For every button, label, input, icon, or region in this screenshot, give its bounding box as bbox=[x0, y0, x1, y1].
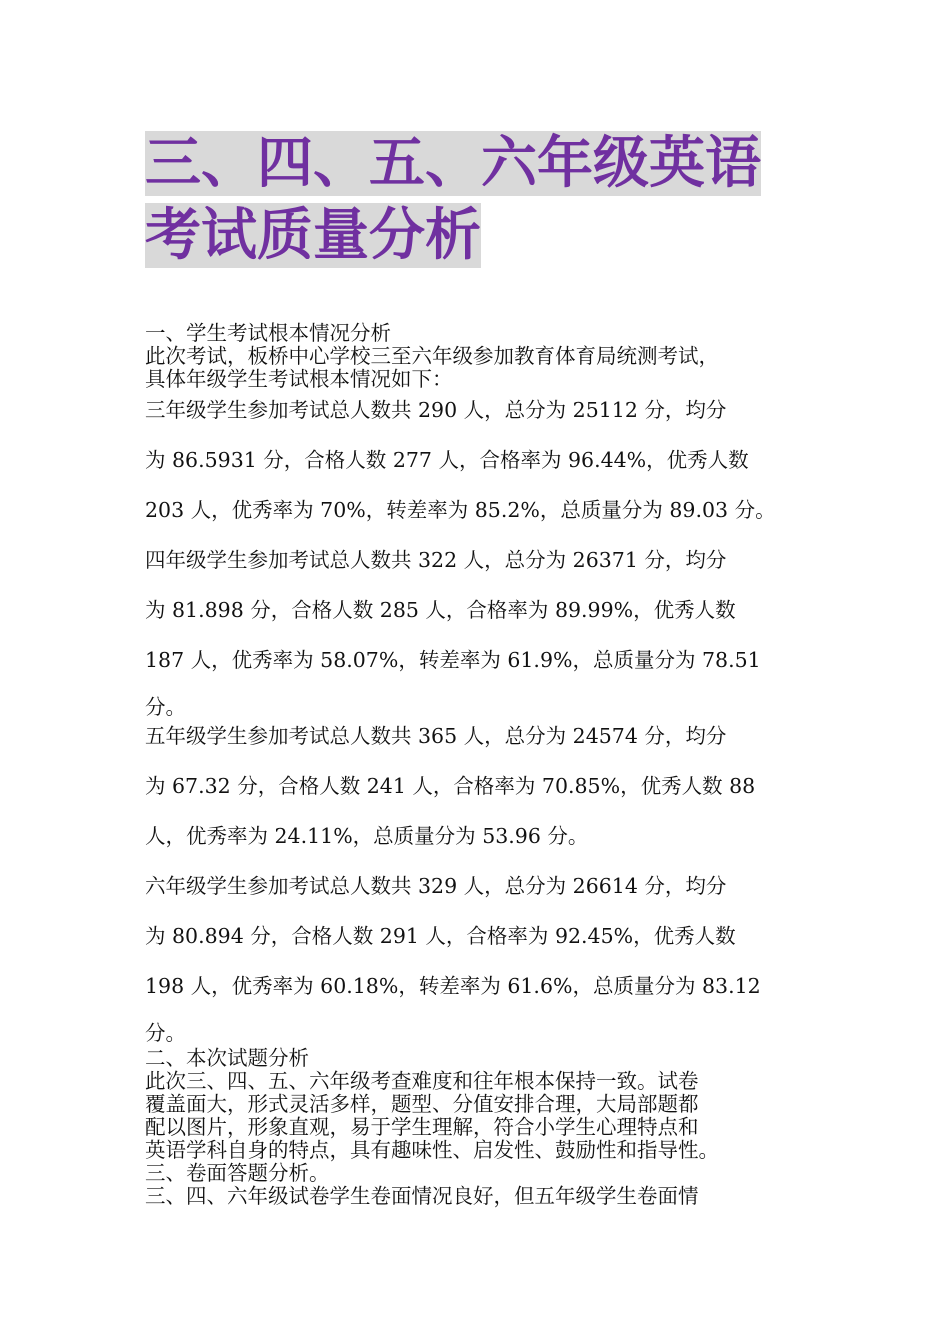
stat-line: 为 81.898 分，合格人数 285 人，合格率为 89.99%，优秀人数 bbox=[145, 598, 736, 622]
stat-line: 203 人，优秀率为 70%，转差率为 85.2%，总质量分为 89.03 分。 bbox=[145, 498, 776, 522]
stat-line: 为 80.894 分，合格人数 291 人，合格率为 92.45%，优秀人数 bbox=[145, 924, 736, 948]
document-body bbox=[145, 322, 815, 1208]
title-line-2: 考试质量分析 bbox=[145, 203, 481, 268]
section-3-line: 三、四、六年级试卷学生卷面情况良好，但五年级学生卷面情 bbox=[145, 1184, 699, 1208]
section-1-intro-line: 具体年级学生考试根本情况如下： bbox=[145, 367, 453, 391]
section-1-intro-line: 此次考试，板桥中心学校三至六年级参加教育体育局统测考试， bbox=[145, 344, 719, 368]
section-2-line: 英语学科自身的特点，具有趣味性、启发性、鼓励性和指导性。 bbox=[145, 1138, 719, 1162]
section-2-line: 配以图片，形象直观，易于学生理解，符合小学生心理特点和 bbox=[145, 1115, 699, 1139]
stat-line: 198 人，优秀率为 60.18%，转差率为 61.6%，总质量分为 83.12 bbox=[145, 974, 761, 998]
grade-6-stats bbox=[145, 871, 815, 1047]
grade-4-stats bbox=[145, 545, 815, 721]
stat-line: 人，优秀率为 24.11%，总质量分为 53.96 分。 bbox=[145, 824, 589, 848]
stat-line: 六年级学生参加考试总人数共 329 人，总分为 26614 分，均分 bbox=[145, 874, 727, 898]
section-2-line: 覆盖面大，形式灵活多样，题型、分值安排合理，大局部题都 bbox=[145, 1092, 699, 1116]
section-2-heading: 二、本次试题分析 bbox=[145, 1046, 309, 1070]
stat-line: 为 86.5931 分，合格人数 277 人，合格率为 96.44%，优秀人数 bbox=[145, 448, 749, 472]
stat-line: 分。 bbox=[145, 1021, 186, 1045]
stat-line: 为 67.32 分，合格人数 241 人，合格率为 70.85%，优秀人数 88 bbox=[145, 774, 756, 798]
grade-5-stats bbox=[145, 721, 815, 871]
stat-line: 五年级学生参加考试总人数共 365 人，总分为 24574 分，均分 bbox=[145, 724, 727, 748]
document-title bbox=[145, 128, 825, 272]
stat-line: 四年级学生参加考试总人数共 322 人，总分为 26371 分，均分 bbox=[145, 548, 727, 572]
section-1-heading: 一、学生考试根本情况分析 bbox=[145, 321, 391, 345]
title-line-1: 三、四、五、六年级英语 bbox=[145, 131, 761, 196]
stat-line: 分。 bbox=[145, 695, 186, 719]
section-2-line: 此次三、四、五、六年级考查难度和往年根本保持一致。试卷 bbox=[145, 1069, 699, 1093]
stat-line: 三年级学生参加考试总人数共 290 人，总分为 25112 分，均分 bbox=[145, 398, 727, 422]
stat-line: 187 人，优秀率为 58.07%，转差率为 61.9%，总质量分为 78.51 bbox=[145, 648, 761, 672]
grade-3-stats bbox=[145, 395, 815, 545]
section-3-heading: 三、卷面答题分析。 bbox=[145, 1161, 330, 1185]
